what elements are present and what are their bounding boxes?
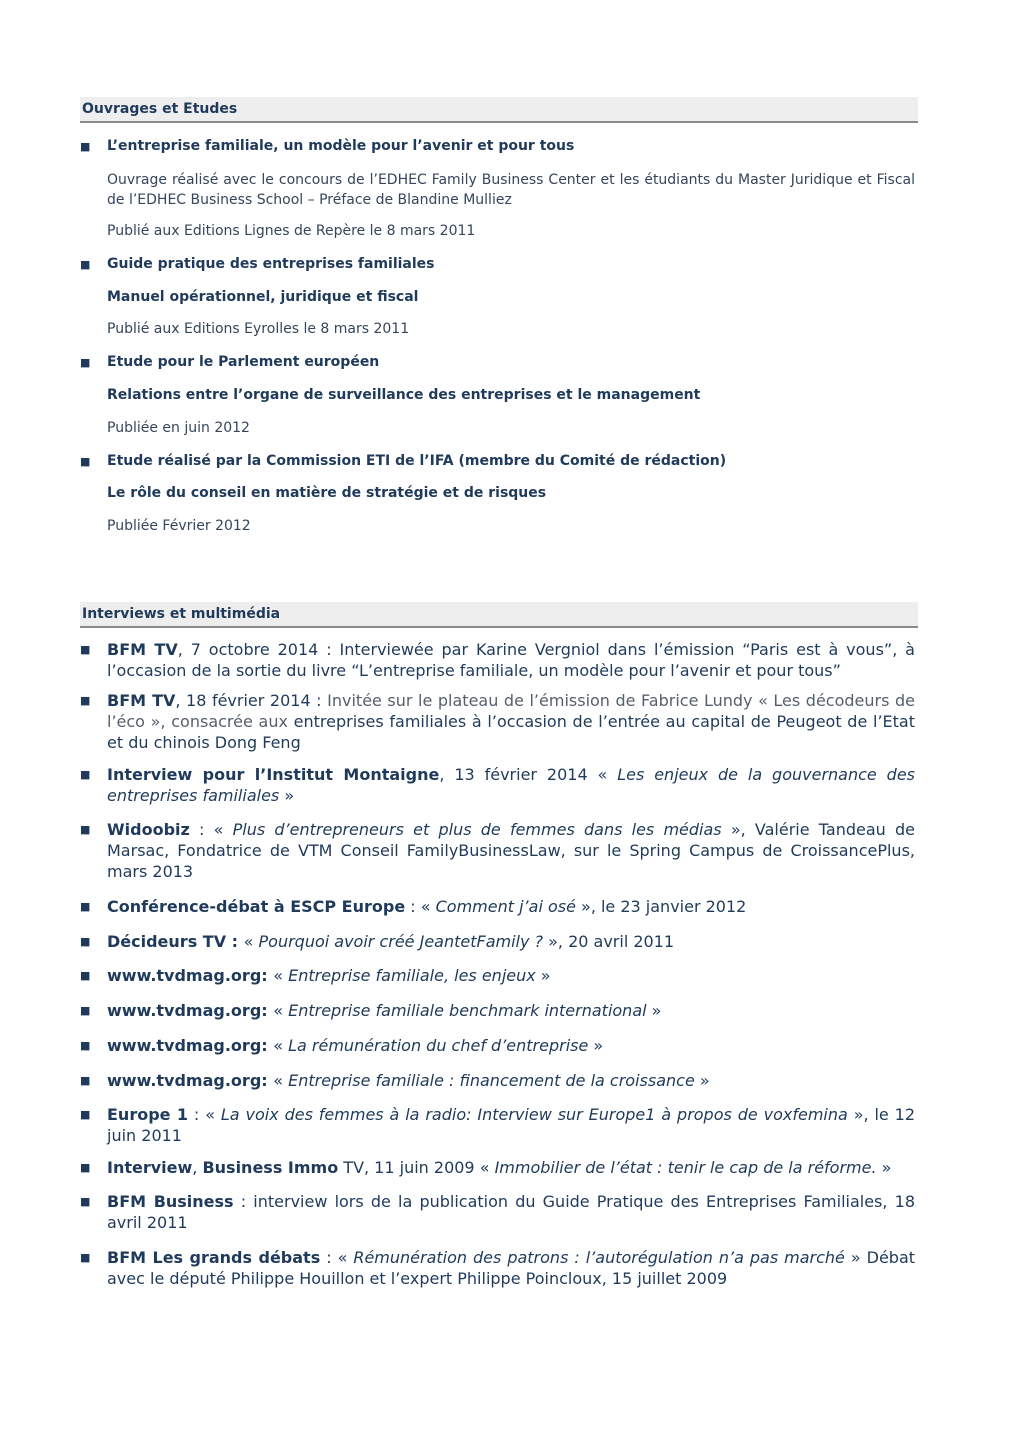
square-bullet-icon: ■ [80, 455, 91, 468]
ouvrage-title: L’entreprise familiale, un modèle pour l’avenir et pour tous [107, 138, 575, 154]
square-bullet-icon: ■ [80, 1195, 91, 1208]
ouvrage-subtitle: Relations entre l’organe de surveillance des entreprises et le management [107, 387, 701, 403]
media-name: Widoobiz [107, 820, 190, 839]
square-bullet-icon: ■ [80, 694, 91, 707]
media-name: www.tvdmag.org: [107, 966, 274, 985]
ouvrage-published: Publié aux Editions Eyrolles le 8 mars 2011 [107, 321, 410, 337]
media-name: BFM Les grands débats [107, 1248, 321, 1267]
ouvrage-title: Guide pratique des entreprises familiales [107, 256, 435, 272]
ouvrage-title: Etude réalisé par la Commission ETI de l’IFA (membre du Comité de rédaction) [107, 453, 727, 469]
ouvrage-published: Publiée Février 2012 [107, 518, 251, 534]
square-bullet-icon: ■ [80, 935, 91, 948]
square-bullet-icon: ■ [80, 823, 91, 836]
list-item: ■ Interview pour l’Institut Montaigne, 13 février 2014 « Les enjeux de la gouvernance des entreprises familiales » [80, 765, 915, 805]
square-bullet-icon: ■ [80, 768, 91, 781]
square-bullet-icon: ■ [80, 900, 91, 913]
section-header-ouvrages: Ouvrages et Etudes [80, 97, 918, 123]
list-item: ■ www.tvdmag.org: « Entreprise familiale : financement de la croissance » [80, 1071, 710, 1090]
ouvrage-description: Ouvrage réalisé avec le concours de l’EDHEC Family Business Center et les étudiants du Master Juridique et Fiscal de l’EDHEC Business School – Préface de Blandine Mulliez [107, 172, 915, 208]
square-bullet-icon: ■ [80, 1004, 91, 1017]
square-bullet-icon: ■ [80, 969, 91, 982]
ouvrage-published: Publiée en juin 2012 [107, 420, 250, 436]
media-name: www.tvdmag.org: [107, 1071, 274, 1090]
square-bullet-icon: ■ [80, 643, 91, 656]
ouvrage-subtitle: Manuel opérationnel, juridique et fiscal [107, 289, 419, 305]
square-bullet-icon: ■ [80, 1251, 91, 1264]
list-item: ■ Widoobiz : « Plus d’entrepreneurs et plus de femmes dans les médias », Valérie Tandeau de Marsac, Fondatrice de VTM Conseil FamilyBusinessLaw, sur le Spring Campus de CroissancePlus, mars 2013 [80, 820, 915, 881]
square-bullet-icon: ■ [80, 1039, 91, 1052]
list-item: ■ BFM Les grands débats : « Rémunération des patrons : l’autorégulation n’a pas marché » Débat avec le député Philippe Houillon et l’expert Philippe Poincloux, 15 juillet 2009 [80, 1248, 916, 1288]
list-item: ■ Europe 1 : « La voix des femmes à la radio: Interview sur Europe1 à propos de voxfemina », le 12 juin 2011 [80, 1105, 916, 1145]
ouvrage-subtitle: Le rôle du conseil en matière de stratégie et de risques [107, 485, 547, 501]
square-bullet-icon: ■ [80, 1074, 91, 1087]
ouvrage-title: Etude pour le Parlement européen [107, 354, 380, 370]
list-item: ■ BFM Business : interview lors de la publication du Guide Pratique des Entreprises Familiales, 18 avril 2011 [80, 1192, 915, 1232]
media-name: www.tvdmag.org: [107, 1001, 274, 1020]
media-name: Conférence-débat à ESCP Europe [107, 897, 406, 916]
media-name: Décideurs TV : [107, 932, 244, 951]
section-header-interviews: Interviews et multimédia [80, 602, 918, 628]
square-bullet-icon: ■ [80, 140, 91, 153]
square-bullet-icon: ■ [80, 1161, 91, 1174]
media-name: BFM TV [107, 640, 178, 659]
square-bullet-icon: ■ [80, 356, 91, 369]
list-item: ■ BFM TV, 7 octobre 2014 : Interviewée par Karine Vergniol dans l’émission “Paris est à vous”, à l’occasion de la sortie du livre “L’entreprise familiale, un modèle pour l’avenir et pour tous” [80, 640, 915, 680]
list-item: ■ BFM TV, 18 février 2014 : Invitée sur le plateau de l’émission de Fabrice Lundy « Les décodeurs de l’éco », consacrée aux entreprises familiales à l’occasion de l’entrée au capital de Peugeot de l’Etat et du chinois Dong Feng [80, 691, 916, 752]
list-item: ■ Conférence-débat à ESCP Europe : « Comment j’ai osé », le 23 janvier 2012 [80, 897, 747, 916]
media-name: BFM TV [107, 691, 176, 710]
media-name: www.tvdmag.org: [107, 1036, 274, 1055]
list-item: ■ www.tvdmag.org: « Entreprise familiale, les enjeux » [80, 966, 551, 985]
square-bullet-icon: ■ [80, 258, 91, 271]
media-name: Interview pour l’Institut Montaigne [107, 765, 440, 784]
media-name: BFM Business [107, 1192, 234, 1211]
list-item: ■ Interview, Business Immo TV, 11 juin 2009 « Immobilier de l’état : tenir le cap de la réforme. » [80, 1158, 892, 1177]
square-bullet-icon: ■ [80, 1108, 91, 1121]
ouvrage-published: Publié aux Editions Lignes de Repère le 8 mars 2011 [107, 223, 476, 239]
media-name: Europe 1 [107, 1105, 189, 1124]
list-item: ■ www.tvdmag.org: « La rémunération du chef d’entreprise » [80, 1036, 604, 1055]
list-item: ■ Décideurs TV : « Pourquoi avoir créé JeantetFamily ? », 20 avril 2011 [80, 932, 675, 951]
list-item: ■ www.tvdmag.org: « Entreprise familiale benchmark international » [80, 1001, 662, 1020]
media-name: Interview [107, 1158, 193, 1177]
